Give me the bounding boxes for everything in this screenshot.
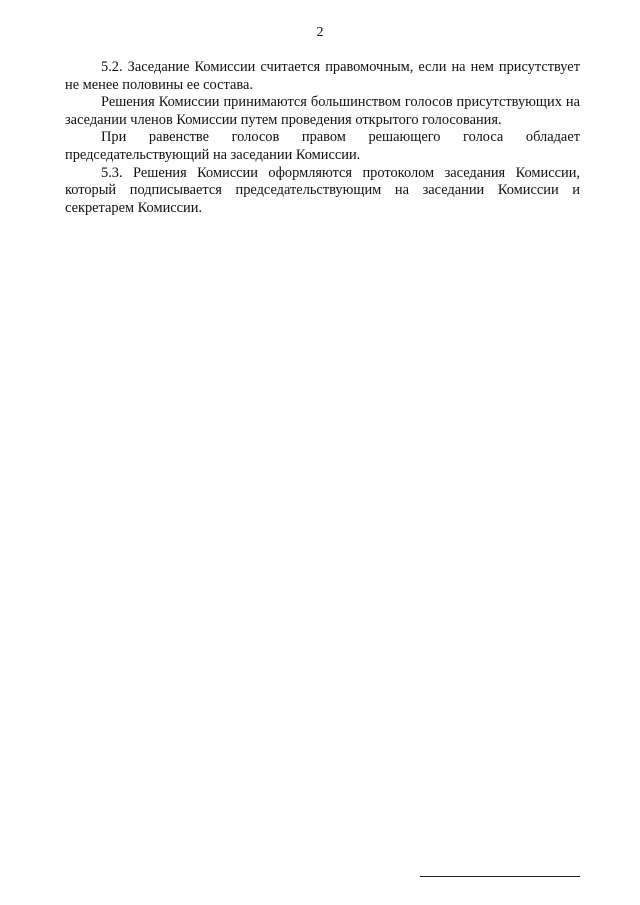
page-number: 2 [316, 25, 324, 40]
paragraph-tie-vote: При равенстве голосов правом решающего голоса обладает председательствующий на заседании Комиссии. [65, 129, 580, 163]
footer-rule [420, 876, 580, 877]
paragraph-decisions: Решения Комиссии принимаются большинством голосов присутствующих на заседании членов Комиссии путем проведения открытого голосования. [65, 94, 580, 128]
paragraph-5-3: 5.3. Решения Комиссии оформляются протоколом заседания Комиссии, который подписывается председательствующим на заседании Комиссии и секретарем Комиссии. [65, 164, 580, 216]
document-body [65, 59, 580, 217]
paragraph-5-2: 5.2. Заседание Комиссии считается правомочным, если на нем присутствует не менее половины ее состава. [65, 59, 580, 93]
